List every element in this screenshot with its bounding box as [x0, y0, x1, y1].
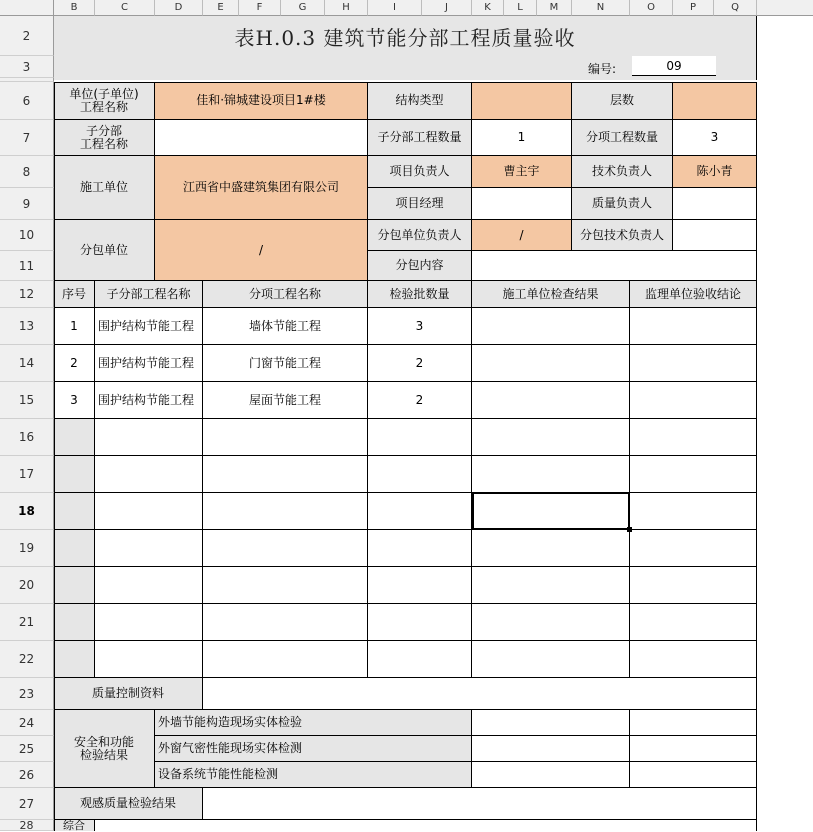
empty-row-17-subdiv[interactable] [95, 456, 203, 493]
row-header-22[interactable]: 22 [0, 641, 54, 678]
item-3-seq[interactable]: 3 [54, 382, 95, 419]
item-2-batch[interactable]: 2 [368, 345, 472, 382]
row-header-13[interactable]: 13 [0, 308, 54, 345]
empty-row-21-accept[interactable] [630, 604, 757, 641]
row-header-14[interactable]: 14 [0, 345, 54, 382]
item-1-name[interactable]: 墙体节能工程 [203, 308, 368, 345]
header-item-name: 分项工程名称 [203, 281, 368, 308]
col-header-l[interactable]: L [504, 0, 537, 16]
header-seq: 序号 [54, 281, 95, 308]
empty-row-18-subdiv[interactable] [95, 493, 203, 530]
item-2-check[interactable] [472, 345, 630, 382]
row-header-26[interactable]: 26 [0, 762, 54, 788]
item-1-seq[interactable]: 1 [54, 308, 95, 345]
floors-value[interactable] [673, 82, 757, 120]
empty-row-21-check[interactable] [472, 604, 630, 641]
empty-row-22-seq[interactable] [54, 641, 95, 678]
sub-content-label: 分包内容 [368, 251, 472, 281]
select-all-corner[interactable] [0, 0, 54, 16]
empty-row-22-name[interactable] [203, 641, 368, 678]
sub-tech-lead-value[interactable] [673, 220, 757, 251]
item-count-value[interactable]: 3 [673, 120, 757, 156]
empty-row-22-batch[interactable] [368, 641, 472, 678]
empty-row-19-seq[interactable] [54, 530, 95, 567]
row-header-9[interactable]: 9 [0, 188, 54, 220]
empty-row-16-check[interactable] [472, 419, 630, 456]
subdiv-count-value[interactable]: 1 [472, 120, 572, 156]
empty-row-18-accept[interactable] [630, 493, 757, 530]
col-header-o[interactable]: O [630, 0, 673, 16]
row-header-3[interactable]: 3 [0, 56, 54, 78]
subdiv-count-label: 子分部工程数量 [368, 120, 472, 156]
safety-item-1: 外墙节能构造现场实体检验 [155, 710, 472, 736]
row-header-23[interactable]: 23 [0, 678, 54, 710]
empty-row-18-seq[interactable] [54, 493, 95, 530]
empty-row-17-seq[interactable] [54, 456, 95, 493]
sub-content-value[interactable] [472, 251, 757, 281]
item-2-name[interactable]: 门窗节能工程 [203, 345, 368, 382]
project-lead-label: 项目负责人 [368, 156, 472, 188]
subcontractor-value[interactable]: / [155, 220, 368, 281]
summary-label: 综合 [54, 820, 95, 831]
contractor-label: 施工单位 [54, 156, 155, 220]
empty-row-17-accept[interactable] [630, 456, 757, 493]
empty-row-19-batch[interactable] [368, 530, 472, 567]
row-header-15[interactable]: 15 [0, 382, 54, 419]
empty-row-21-name[interactable] [203, 604, 368, 641]
row-header-12[interactable]: 12 [0, 281, 54, 308]
contractor-value[interactable]: 江西省中盛建筑集团有限公司 [155, 156, 368, 220]
row-header-2[interactable]: 2 [0, 16, 54, 56]
col-header-p[interactable]: P [673, 0, 714, 16]
visual-quality-value[interactable] [203, 788, 757, 820]
empty-row-20-accept[interactable] [630, 567, 757, 604]
empty-row-16-seq[interactable] [54, 419, 95, 456]
row-header-10[interactable]: 10 [0, 220, 54, 251]
subdiv-name-value[interactable] [155, 120, 368, 156]
fill-handle[interactable] [627, 527, 632, 532]
empty-row-18-name[interactable] [203, 493, 368, 530]
sheet-title[interactable]: 表H.0.3 建筑节能分部工程质量验收 [54, 16, 757, 56]
row-header-8[interactable]: 8 [0, 156, 54, 188]
row-header-24[interactable]: 24 [0, 710, 54, 736]
empty-row-20-check[interactable] [472, 567, 630, 604]
empty-row-16-subdiv[interactable] [95, 419, 203, 456]
empty-row-20-batch[interactable] [368, 567, 472, 604]
col-header-k[interactable]: K [472, 0, 504, 16]
quality-docs-label: 质量控制资料 [54, 678, 203, 710]
row-header-25[interactable]: 25 [0, 736, 54, 762]
col-header-blank [757, 0, 813, 16]
floors-label: 层数 [572, 82, 673, 120]
safety-label: 安全和功能 检验结果 [54, 710, 155, 788]
col-header-d[interactable]: D [155, 0, 203, 16]
empty-row-17-name[interactable] [203, 456, 368, 493]
subdiv-name-label: 子分部 工程名称 [54, 120, 155, 156]
empty-row-20-subdiv[interactable] [95, 567, 203, 604]
tech-lead-label: 技术负责人 [572, 156, 673, 188]
unit-name-value[interactable]: 佳和·锦城建设项目1#楼 [155, 82, 368, 120]
item-count-label: 分项工程数量 [572, 120, 673, 156]
item-3-subdiv[interactable]: 围护结构节能工程 [95, 382, 203, 419]
sub-lead-value[interactable]: / [472, 220, 572, 251]
row-header-28[interactable]: 28 [0, 820, 54, 831]
quality-docs-value[interactable] [203, 678, 757, 710]
empty-row-21-batch[interactable] [368, 604, 472, 641]
col-header-c[interactable]: C [95, 0, 155, 16]
header-subdiv-name: 子分部工程名称 [95, 281, 203, 308]
item-3-name[interactable]: 屋面节能工程 [203, 382, 368, 419]
project-manager-label: 项目经理 [368, 188, 472, 220]
col-header-f[interactable]: F [239, 0, 281, 16]
col-header-i[interactable]: I [368, 0, 422, 16]
col-header-h[interactable]: H [325, 0, 368, 16]
empty-row-20-seq[interactable] [54, 567, 95, 604]
row-header-18[interactable]: 18 [0, 493, 54, 530]
empty-row-21-subdiv[interactable] [95, 604, 203, 641]
empty-row-21-seq[interactable] [54, 604, 95, 641]
col-header-n[interactable]: N [572, 0, 630, 16]
item-1-batch[interactable]: 3 [368, 308, 472, 345]
header-accept-result: 监理单位验收结论 [630, 281, 757, 308]
item-2-seq[interactable]: 2 [54, 345, 95, 382]
unit-name-label: 单位(子单位) 工程名称 [54, 82, 155, 120]
safety-item-3-accept[interactable] [630, 762, 757, 788]
empty-row-16-name[interactable] [203, 419, 368, 456]
row-header-27[interactable]: 27 [0, 788, 54, 820]
sub-tech-lead-label: 分包技术负责人 [572, 220, 673, 251]
number-value-cell[interactable]: 09 [632, 56, 716, 76]
col-header-q[interactable]: Q [714, 0, 757, 16]
empty-row-17-batch[interactable] [368, 456, 472, 493]
safety-item-3-check[interactable] [472, 762, 630, 788]
empty-row-19-subdiv[interactable] [95, 530, 203, 567]
item-3-accept[interactable] [630, 382, 757, 419]
sub-lead-label: 分包单位负责人 [368, 220, 472, 251]
empty-row-18-check[interactable] [472, 493, 630, 530]
item-3-batch[interactable]: 2 [368, 382, 472, 419]
structure-type-label: 结构类型 [368, 82, 472, 120]
item-1-check[interactable] [472, 308, 630, 345]
empty-row-19-check[interactable] [472, 530, 630, 567]
row-header-20[interactable]: 20 [0, 567, 54, 604]
row-header-11[interactable]: 11 [0, 251, 54, 281]
empty-row-19-name[interactable] [203, 530, 368, 567]
empty-row-17-check[interactable] [472, 456, 630, 493]
project-lead-value[interactable]: 曹主宇 [472, 156, 572, 188]
tech-lead-value[interactable]: 陈小青 [673, 156, 757, 188]
empty-row-22-check[interactable] [472, 641, 630, 678]
empty-row-22-subdiv[interactable] [95, 641, 203, 678]
safety-item-1-check[interactable] [472, 710, 630, 736]
col-header-j[interactable]: J [422, 0, 472, 16]
safety-item-3: 设备系统节能性能检测 [155, 762, 472, 788]
project-manager-value[interactable] [472, 188, 572, 220]
col-header-m[interactable]: M [537, 0, 572, 16]
structure-type-value[interactable] [472, 82, 572, 120]
header-batch-count: 检验批数量 [368, 281, 472, 308]
safety-item-1-accept[interactable] [630, 710, 757, 736]
visual-quality-label: 观感质量检验结果 [54, 788, 203, 820]
col-header-e[interactable]: E [203, 0, 239, 16]
empty-row-22-accept[interactable] [630, 641, 757, 678]
safety-item-2: 外窗气密性能现场实体检测 [155, 736, 472, 762]
row-header-6[interactable]: 6 [0, 82, 54, 120]
row-header-7[interactable]: 7 [0, 120, 54, 156]
row-header-16[interactable]: 16 [0, 419, 54, 456]
empty-row-18-batch[interactable] [368, 493, 472, 530]
subcontractor-label: 分包单位 [54, 220, 155, 281]
col-header-b[interactable]: B [54, 0, 95, 16]
summary-value[interactable] [95, 820, 757, 831]
row-header-17[interactable]: 17 [0, 456, 54, 493]
item-1-subdiv[interactable]: 围护结构节能工程 [95, 308, 203, 345]
col-header-g[interactable]: G [281, 0, 325, 16]
item-3-check[interactable] [472, 382, 630, 419]
number-label: 编号: [588, 62, 617, 76]
item-2-subdiv[interactable]: 围护结构节能工程 [95, 345, 203, 382]
safety-item-2-accept[interactable] [630, 736, 757, 762]
quality-lead-value[interactable] [673, 188, 757, 220]
quality-lead-label: 质量负责人 [572, 188, 673, 220]
empty-row-20-name[interactable] [203, 567, 368, 604]
safety-item-2-check[interactable] [472, 736, 630, 762]
empty-row-19-accept[interactable] [630, 530, 757, 567]
item-2-accept[interactable] [630, 345, 757, 382]
row-header-21[interactable]: 21 [0, 604, 54, 641]
empty-row-16-accept[interactable] [630, 419, 757, 456]
row-header-19[interactable]: 19 [0, 530, 54, 567]
header-check-result: 施工单位检查结果 [472, 281, 630, 308]
empty-row-16-batch[interactable] [368, 419, 472, 456]
item-1-accept[interactable] [630, 308, 757, 345]
